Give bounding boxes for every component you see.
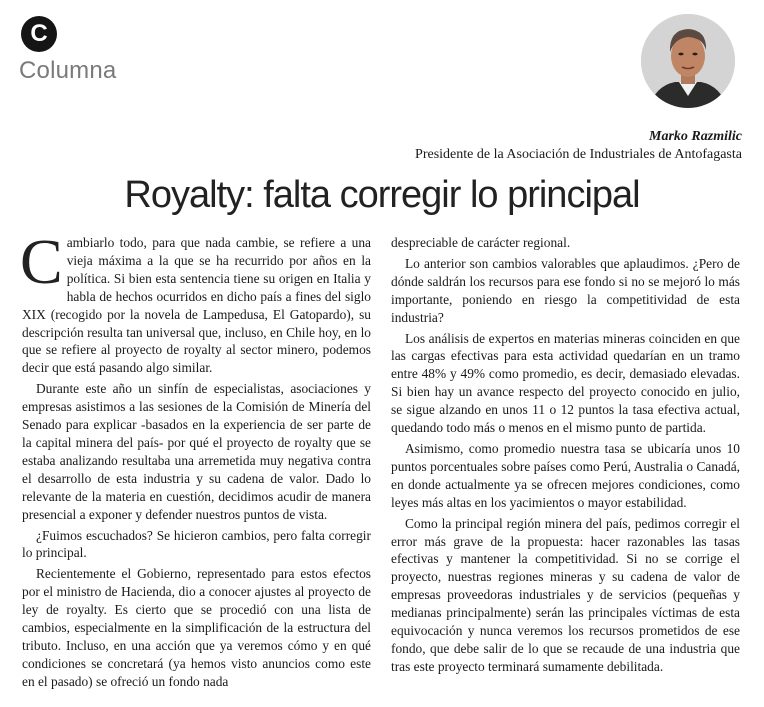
article-column-left: [20, 226, 371, 694]
article-paragraph: Asimismo, como promedio nuestra tasa se ubicaría unos 10 puntos porcentuales sobre países como Perú, Australia o Canadá, en donde actualmente ya se ofrecen mejores condiciones, como leyes más altas en los yacimientos o mayor estabilidad.: [391, 440, 740, 510]
article-paragraph: ¿Fuimos escuchados? Se hicieron cambios, pero falta corregir lo principal.: [22, 527, 371, 561]
author-role: Presidente de la Asociación de Industriales de Antofagasta: [415, 147, 742, 162]
article-column-right: [391, 234, 740, 679]
article-paragraph: despreciable de carácter regional.: [391, 235, 571, 250]
article-paragraph: Durante este año un sinfín de especialistas, asociaciones y empresas asistimos a las sesiones de la Comisión de Minería del Senado para explicar -basados en la experiencia de ser parte de la capital minera del país- por qué el proyecto de royalty que se estaba analizando resultaba una arremetida muy negativa contra el desarrollo de esta industria y su cadena de valor. Dado lo relevante de la materia en cuestión, decidimos acudir de manera presencial a exponer y defender nuestros puntos de vista.: [22, 381, 371, 522]
author-byline: [415, 128, 742, 164]
author-portrait: [641, 14, 735, 108]
article-paragraph: Como la principal región minera del país, pedimos corregir el error más grave de la propuesta: hacer razonables las tasas efectivas y mantener la competitividad. Si no se corrige el proyecto, nuestras regiones mineras y su cadena de valor de empresas proveedoras industriales y de servicios (pequeñas y medianas principalmente) serán las principales víctimas de esta equivocación y nunca veremos los recursos prometidos de ese fondo, que debe salir de lo que se recaude de una industria que tras este proyecto terminará sumamente debilitada.: [391, 515, 740, 674]
section-label: Columna: [19, 57, 117, 84]
author-name: Marko Razmilic: [649, 129, 742, 144]
article-paragraph: Recientemente el Gobierno, representado para estos efectos por el ministro de Hacienda, dio a conocer ajustes al proyecto de ley de royalty. Es cierto que se procedió con una lista de cambios, especialmente en la simplificación de la estructura del tributo. Incluso, en una acción que ya veremos cómo y en qué condiciones se concretará (ya hemos visto anuncios como este en el pasado) se ofreció un fondo nada: [22, 566, 371, 689]
column-logo: C: [21, 16, 57, 52]
article-paragraph: Los análisis de expertos en materias mineras coinciden en que las cargas efectivas para esta actividad quedarían en un tramo entre 48% y 49% como promedio, es decir, demasiado elevadas. Si bien hay un avance respecto del proyecto conocido en julio, se sigue alzando en unos 11 o 12 puntos la tasa efectiva actual, quedando todo más o menos en el mismo punto de partida.: [391, 330, 740, 436]
dropcap: C: [20, 226, 63, 297]
article-paragraph: Lo anterior son cambios valorables que aplaudimos. ¿Pero de dónde saldrán los recursos para ese fondo si no se mejoró lo más importante, poniendo en riesgo la competitividad de esta industria?: [391, 255, 740, 325]
paragraph-text: ambiarlo todo, para que nada cambie, se refiere a una vieja máxima a la que se ha recurrido por años en la política. Si bien esta sentencia tiene su origen en Italia y habla de hechos ocurridos en dicho país a fines del siglo XIX (recogido por la novela de Lampedusa, El Gatopardo), su descripción resulta tan universal que, incluso, en Chile hoy, en lo que se refiere al proyecto de royalty al sector minero, podemos decir que está pasando algo similar.: [22, 235, 371, 376]
headline: Royalty: falta corregir lo principal: [124, 174, 640, 216]
article-paragraph: [20, 226, 371, 377]
